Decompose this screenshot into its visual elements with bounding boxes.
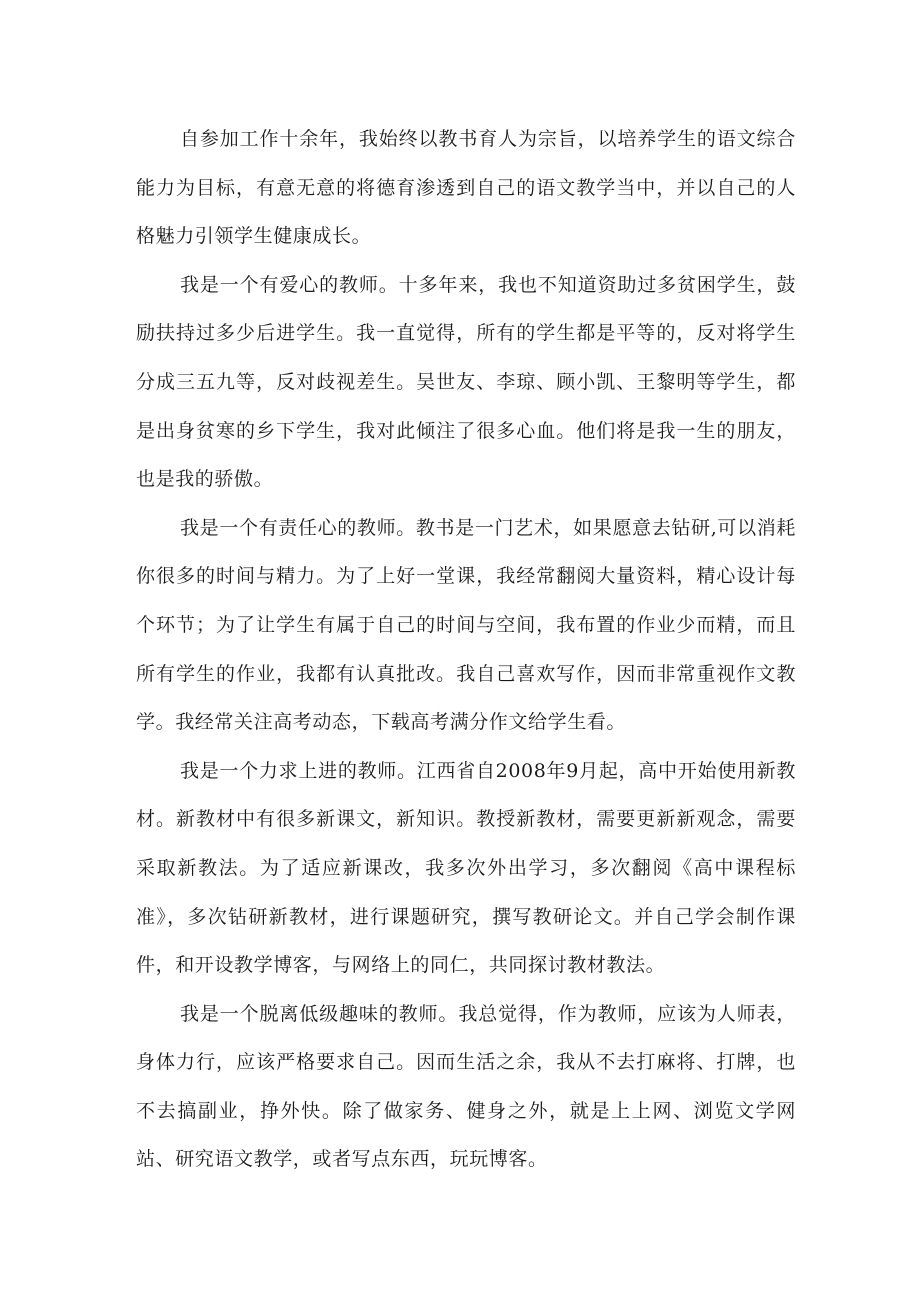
paragraph-disciplined-teacher: 我是一个脱离低级趣味的教师。我总觉得，作为教师，应该为人师表，身体力行，应该严格要求自己。因而生活之余，我从不去打麻将、打牌，也不去搞副业，挣外快。除了做家务、健身之外，就是上上网、浏览文学网站、研究语文教学，或者写点东西，玩玩博客。 <box>136 1002 796 1171</box>
paragraph-responsible-teacher: 我是一个有责任心的教师。教书是一门艺术，如果愿意去钻研,可以消耗你很多的时间与精力。为了上好一堂课，我经常翻阅大量资料，精心设计每个环节；为了让学生有属于自己的时间与空间，我布置的作业少而精，而且所有学生的作业，我都有认真批改。我自己喜欢写作，因而非常重视作文教学。我经常关注高考动态，下载高考满分作文给学生看。 <box>136 516 796 734</box>
document-body <box>136 115 796 1184</box>
paragraph-caring-teacher: 我是一个有爱心的教师。十多年来，我也不知道资助过多贫困学生，鼓励扶持过多少后进学生。我一直觉得，所有的学生都是平等的，反对将学生分成三五九等，反对歧视差生。吴世友、李琼、顾小凯、王黎明等学生，都是出身贫寒的乡下学生，我对此倾注了很多心血。他们将是我一生的朋友，也是我的骄傲。 <box>136 273 796 491</box>
paragraph-intro: 自参加工作十余年，我始终以教书育人为宗旨，以培养学生的语文综合能力为目标，有意无意的将德育渗透到自己的语文教学当中，并以自己的人格魅力引领学生健康成长。 <box>136 128 796 248</box>
paragraph-progressive-teacher: 我是一个力求上进的教师。江西省自2008年9月起，高中开始使用新教材。新教材中有很多新课文，新知识。教授新教材，需要更新新观念，需要采取新教法。为了适应新课改，我多次外出学习，多次翻阅《高中课程标准》，多次钻研新教材，进行课题研究，撰写教研论文。并自己学会制作课件，和开设教学博客，与网络上的同仁，共同探讨教材教法。 <box>136 759 796 977</box>
